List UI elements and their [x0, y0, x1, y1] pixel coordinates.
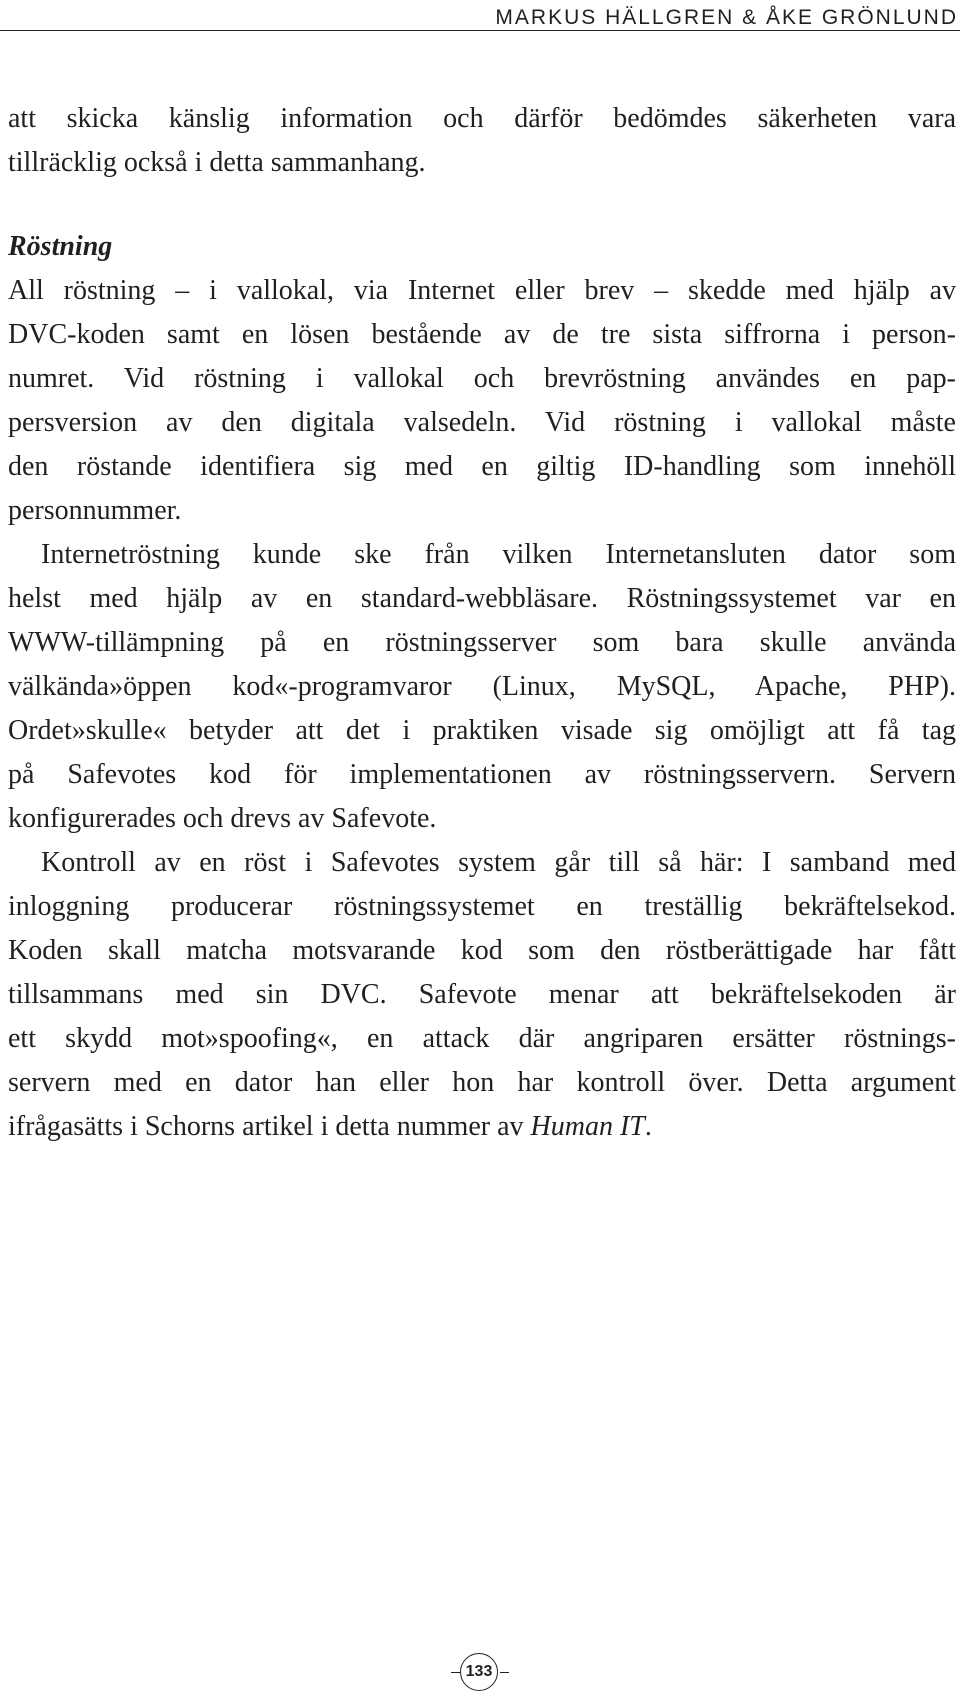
text-line: Ordet»skulle« betyder att det i praktiken visade sig omöjligt att få tag	[8, 715, 956, 746]
journal-title: Human IT	[530, 1111, 645, 1142]
text-line: att skicka känslig information och därför bedömdes säkerheten vara	[8, 103, 956, 134]
text-line-prefix: ifrågasätts i Schorns artikel i detta nummer av	[8, 1111, 531, 1142]
section-spacer	[8, 185, 956, 225]
text-line-suffix: .	[644, 1111, 652, 1142]
text-line: tillsammans med sin DVC. Safevote menar att bekräftelsekoden är	[8, 979, 956, 1010]
text-line: på Safevotes kod för implementationen av röstningsservern. Servern	[8, 759, 956, 790]
text-line: inloggning producerar röstningssystemet en treställig bekräftelsekod.	[8, 891, 956, 922]
text-line: All röstning – i vallokal, via Internet eller brev – skedde med hjälp av	[8, 275, 956, 306]
text-line: personnummer.	[8, 495, 182, 526]
text-line: välkända»öppen kod«-programvaror (Linux, MySQL, Apache, PHP).	[8, 671, 956, 702]
continuation-paragraph	[8, 97, 956, 185]
text-line: persversion av den digitala valsedeln. Vid röstning i vallokal måste	[8, 407, 956, 438]
text-line: servern med en dator han eller hon har kontroll över. Detta argument	[8, 1067, 956, 1098]
folio-rule-right	[500, 1672, 509, 1673]
text-line: DVC-koden samt en lösen bestående av de tre sista siffrorna i person-	[8, 319, 956, 350]
page-number: 133	[460, 1653, 498, 1691]
text-line: konfigurerades och drevs av Safevote.	[8, 803, 437, 834]
paragraph-2	[8, 533, 956, 841]
text-line-last	[8, 1105, 956, 1149]
running-header	[0, 0, 960, 31]
text-line: Internetröstning kunde ske från vilken Internetansluten dator som	[41, 539, 956, 570]
text-line: Koden skall matcha motsvarande kod som den röstberättigade har fått	[8, 935, 956, 966]
running-title: MARKUS HÄLLGREN & ÅKE GRÖNLUND	[495, 6, 958, 29]
paragraph-3	[8, 841, 956, 1149]
text-line: ett skydd mot»spoofing«, en attack där angriparen ersätter röstnings-	[8, 1023, 956, 1054]
text-line: WWW-tillämpning på en röstningsserver som bara skulle använda	[8, 627, 956, 658]
body-text	[8, 97, 956, 1149]
text-line: tillräcklig också i detta sammanhang.	[8, 147, 426, 178]
text-line: helst med hjälp av en standard-webbläsare. Röstningssystemet var en	[8, 583, 956, 614]
paragraph-1	[8, 269, 956, 533]
folio-rule-left	[451, 1672, 460, 1673]
text-line: den röstande identifiera sig med en giltig ID-handling som innehöll	[8, 451, 956, 482]
text-line: Kontroll av en röst i Safevotes system går till så här: I samband med	[41, 847, 956, 878]
section-heading: Röstning	[8, 231, 113, 262]
page-number-footer	[0, 1653, 960, 1693]
text-line: numret. Vid röstning i vallokal och brevröstning användes en pap-	[8, 363, 956, 394]
